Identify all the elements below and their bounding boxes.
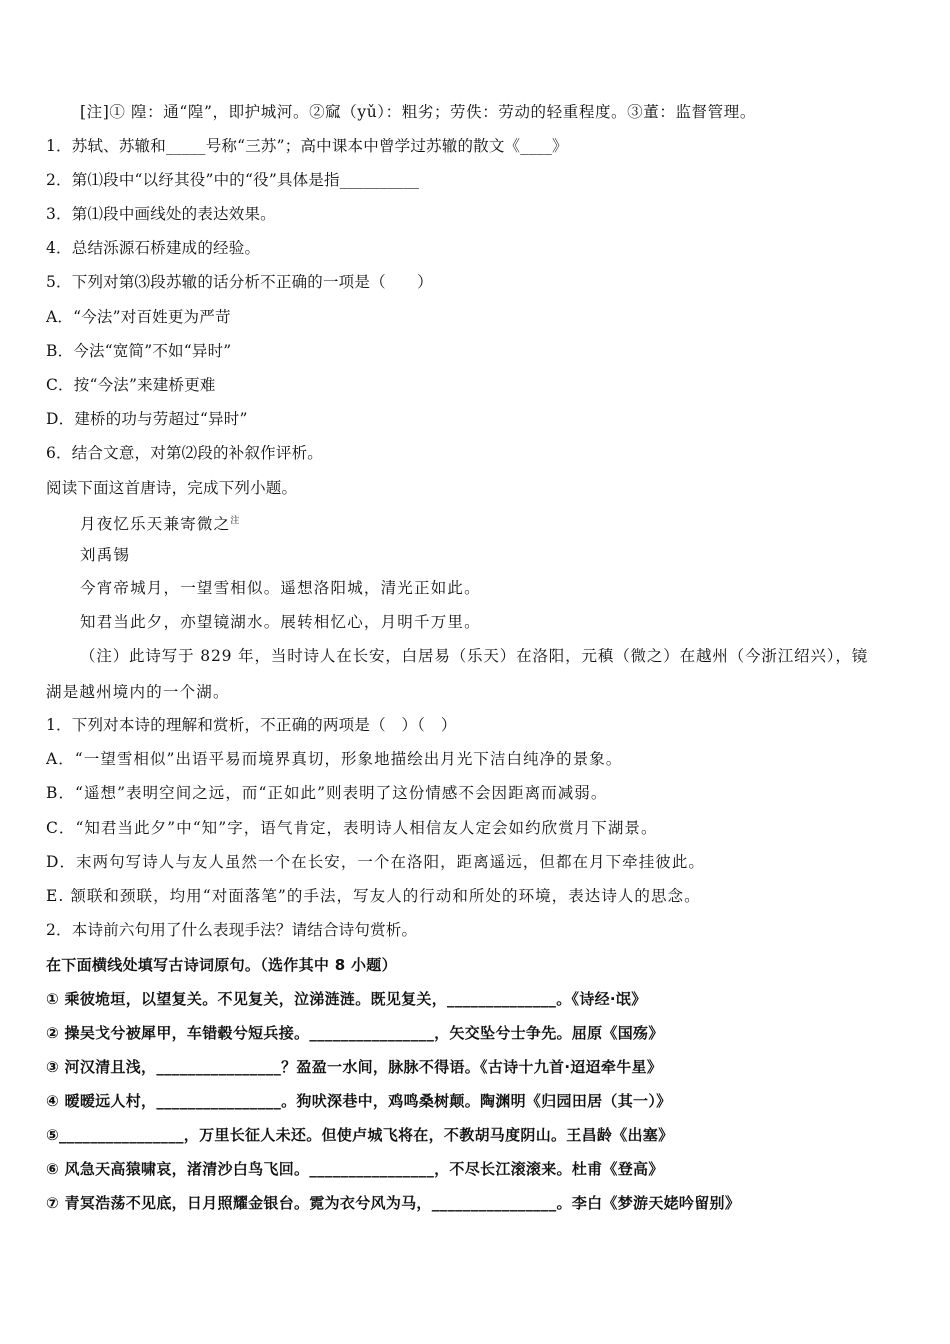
fill-item-4: ④ 暧暧远人村，________________。狗吠深巷中，鸡鸣桑树颠。陶渊明《归园田居（其一）》 — [46, 1092, 672, 1110]
poem-option-e: E. 颔联和颈联，均用“对面落笔”的手法，写友人的行动和所处的环境，表达诗人的思念。 — [46, 887, 701, 905]
poem-line-1: 今宵帝城月，一望雪相似。遥想洛阳城，清光正如此。 — [80, 579, 481, 597]
footnote-mark: 注 — [230, 516, 241, 526]
fill-item-5: ⑤________________，万里长征人未还。但使卢城飞将在，不教胡马度阴山。王昌龄《出塞》 — [46, 1126, 674, 1144]
poem-option-c: C．“知君当此夕”中“知”字，语气肯定，表明诗人相信友人定会如约欣赏月下湖景。 — [46, 819, 658, 837]
fill-in-heading: 在下面横线处填写古诗词原句。（选作其中 8 小题） — [46, 956, 397, 974]
fill-item-6: ⑥ 风急天高猿啸哀，渚清沙白鸟飞回。________________，不尽长江滚滚来。杜甫《登高》 — [46, 1160, 664, 1178]
question-1: 1．苏轼、苏辙和_____号称“三苏”；高中课本中曾学过苏辙的散文《____》 — [46, 137, 568, 155]
question-3: 3．第⑴段中画线处的表达效果。 — [46, 205, 276, 223]
poem-option-a: A．“一望雪相似”出语平易而境界真切，形象地描绘出月光下洁白纯净的景象。 — [46, 750, 623, 768]
question-4: 4．总结泺源石桥建成的经验。 — [46, 239, 261, 257]
poem-option-d: D．末两句写诗人与友人虽然一个在长安，一个在洛阳，距离遥远，但都在月下牵挂彼此。 — [46, 853, 705, 871]
option-c: C．按“今法”来建桥更难 — [46, 376, 216, 394]
note-line: [注]① 隍：通“隍”，即护城河。②窳（yǔ）：粗劣；劳佚：劳动的轻重程度。③董：监督管理。 — [80, 103, 756, 121]
fill-item-1: ① 乘彼垝垣，以望复关。不见复关，泣涕涟涟。既见复关，______________。《诗经·氓》 — [46, 990, 647, 1008]
question-5: 5．下列对第⑶段苏辙的话分析不正确的一项是（ ） — [46, 273, 433, 291]
poem-question-2: 2．本诗前六句用了什么表现手法？请结合诗句赏析。 — [46, 921, 418, 939]
option-a: A．“今法”对百姓更为严苛 — [46, 308, 231, 326]
poem-intro: 阅读下面这首唐诗，完成下列小题。 — [46, 479, 298, 497]
option-b: B．今法“宽简”不如“异时” — [46, 342, 232, 360]
fill-item-2: ② 操吴戈兮被犀甲，车错毂兮短兵接。________________，矢交坠兮士争先。屈原《国殇》 — [46, 1024, 664, 1042]
poem-title: 月夜忆乐天兼寄微之$^注$ — [80, 515, 241, 534]
poem-question-1: 1．下列对本诗的理解和赏析，不正确的两项是（ ）（ ） — [46, 716, 457, 734]
question-6: 6．结合文意，对第⑵段的补叙作评析。 — [46, 444, 323, 462]
poem-option-b: B．“遥想”表明空间之远，而“正如此”则表明了这份情感不会因距离而减弱。 — [46, 784, 608, 802]
poem-line-2: 知君当此夕，亦望镜湖水。展转相忆心，月明千万里。 — [80, 613, 481, 631]
fill-item-7: ⑦ 青冥浩荡不见底，日月照耀金银台。霓为衣兮风为马，________________。李白《梦游天姥吟留别》 — [46, 1194, 741, 1212]
poem-note-1: （注）此诗写于 829 年，当时诗人在长安，白居易（乐天）在洛阳，元稹（微之）在越州（今浙江绍兴），镜 — [80, 647, 869, 665]
poem-note-2: 湖是越州境内的一个湖。 — [46, 683, 230, 701]
question-2: 2．第⑴段中“以纾其役”中的“役”具体是指__________ — [46, 171, 420, 189]
poem-author: 刘禹锡 — [80, 546, 131, 564]
fill-item-3: ③ 河汉清且浅，________________？盈盈一水间，脉脉不得语。《古诗十九首·迢迢牵牛星》 — [46, 1058, 663, 1076]
option-d: D．建桥的功与劳超过“异时” — [46, 410, 248, 428]
